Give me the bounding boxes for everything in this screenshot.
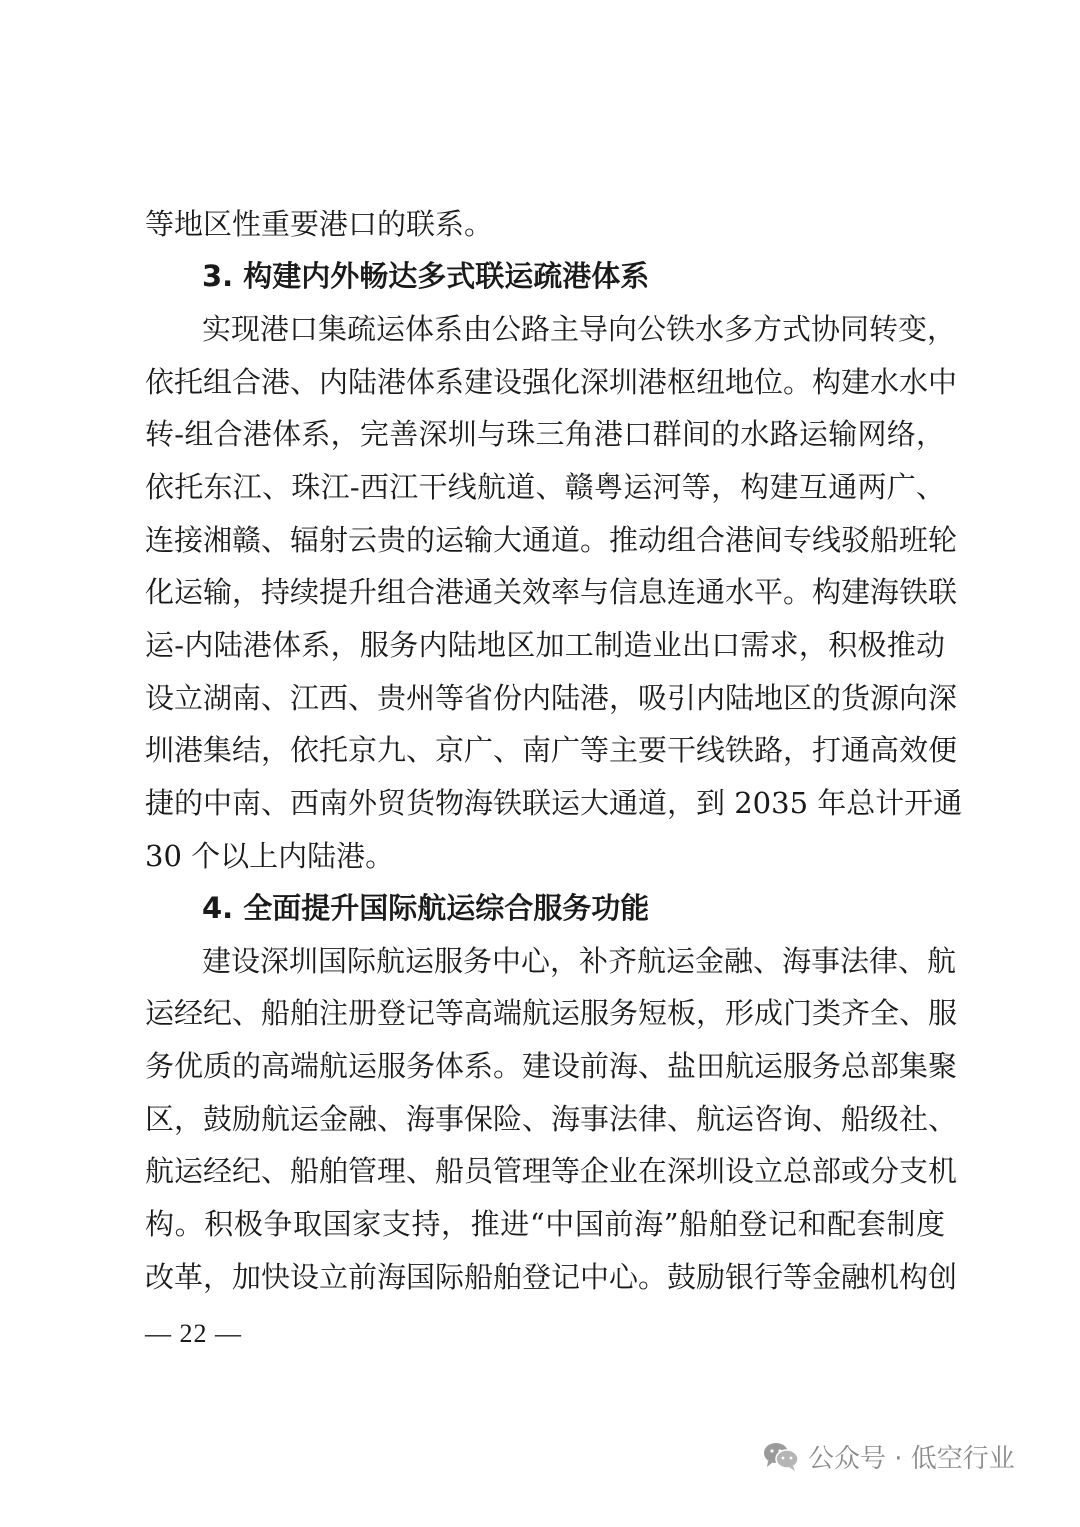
paragraph-line: 航运经纪、船舶管理、船员管理等企业在深圳设立总部或分支机 — [145, 1154, 958, 1188]
paragraph-line: 运经纪、船舶注册登记等高端航运服务短板，形成门类齐全、服 — [145, 996, 958, 1030]
paragraph-line: 连接湘赣、辐射云贵的运输大通道。推动组合港间专线驳船班轮 — [145, 523, 958, 557]
paragraph-line: 依托组合港、内陆港体系建设强化深圳港枢纽地位。构建水水中 — [145, 365, 958, 399]
paragraph-line: 建设深圳国际航运服务中心，补齐航运金融、海事法律、航 — [202, 944, 957, 978]
paragraph-line: 等地区性重要港口的联系。 — [145, 207, 494, 241]
paragraph-line: 改革，加快设立前海国际船舶登记中心。鼓励银行等金融机构创 — [145, 1260, 958, 1294]
paragraph-line: 务优质的高端航运服务体系。建设前海、盐田航运服务总部集聚 — [145, 1049, 958, 1083]
paragraph-line: 圳港集结，依托京九、京广、南广等主要干线铁路，打通高效便 — [145, 733, 958, 767]
wechat-icon — [762, 1440, 800, 1472]
paragraph-line: 转-组合港体系，完善深圳与珠三角港口群间的水路运输网络， — [145, 417, 945, 451]
paragraph-line: 设立湖南、江西、贵州等省份内陆港，吸引内陆地区的货源向深 — [145, 681, 958, 715]
paragraph-line: 运-内陆港体系，服务内陆地区加工制造业出口需求，积极推动 — [145, 628, 945, 662]
section-heading-3: 3. 构建内外畅达多式联运疏港体系 — [202, 259, 650, 293]
paragraph-line: 化运输，持续提升组合港通关效率与信息连通水平。构建海铁联 — [145, 575, 958, 609]
watermark-text: 公众号 · 低空行业 — [808, 1443, 1015, 1474]
paragraph-line: 依托东江、珠江-西江干线航道、赣粤运河等，构建互通两广、 — [145, 470, 945, 504]
paragraph-line: 30 个以上内陆港。 — [145, 839, 395, 873]
section-heading-4: 4. 全面提升国际航运综合服务功能 — [202, 891, 650, 925]
source-watermark — [762, 1436, 1015, 1476]
paragraph-line: 构。积极争取国家支持，推进“中国前海”船舶登记和配套制度 — [145, 1207, 945, 1241]
paragraph-line: 实现港口集疏运体系由公路主导向公铁水多方式协同转变， — [202, 312, 957, 346]
page-number: — 22 — — [145, 1319, 242, 1348]
paragraph-line: 区，鼓励航运金融、海事保险、海事法律、航运咨询、船级社、 — [145, 1102, 958, 1136]
paragraph-line: 捷的中南、西南外贸货物海铁联运大通道，到 2035 年总计开通 — [145, 786, 963, 820]
